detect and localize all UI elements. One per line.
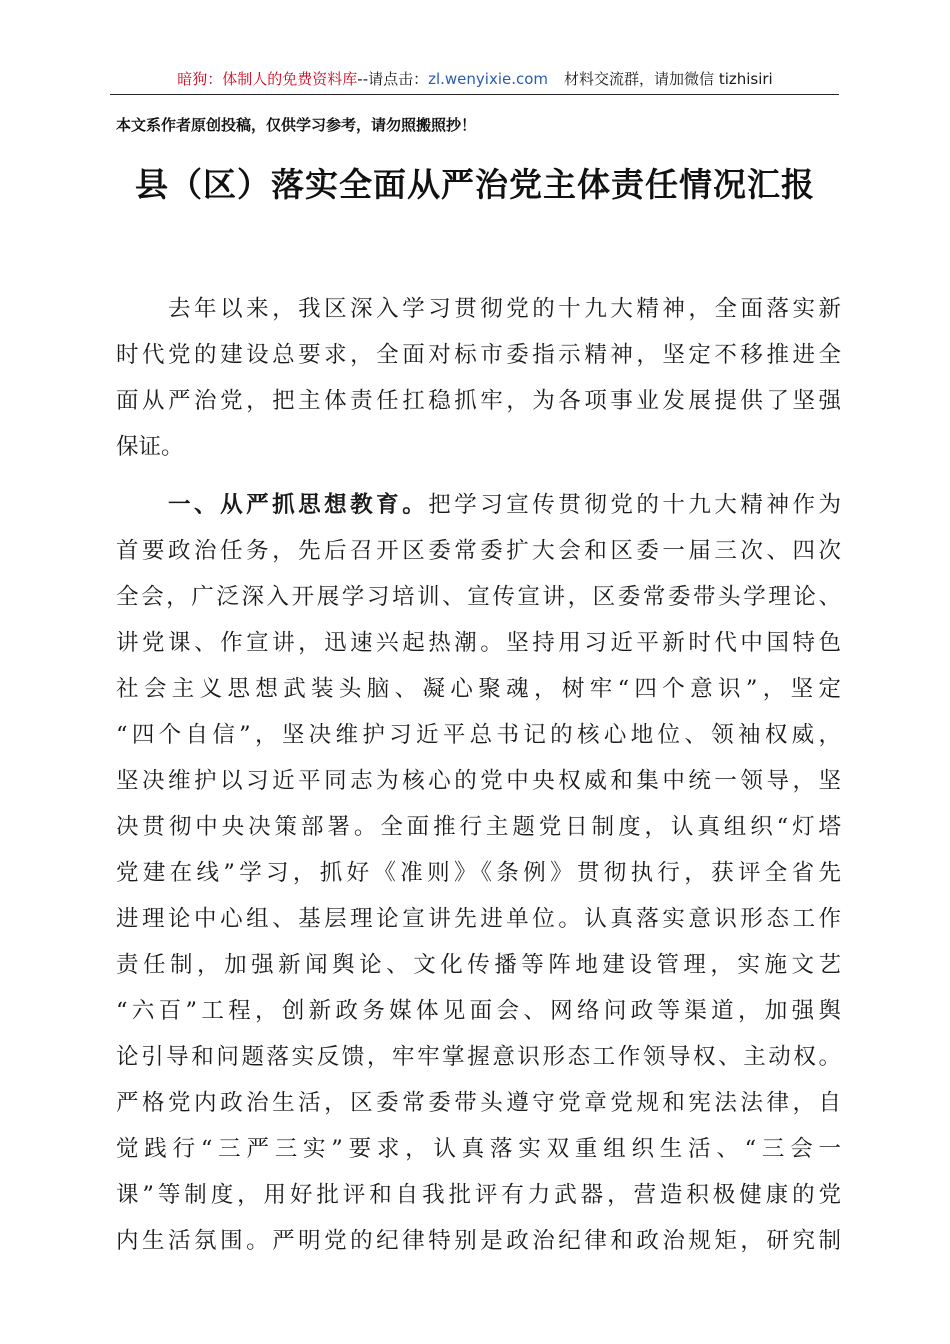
text-line	[116, 482, 841, 528]
text-line: 时代党的建设总要求，全面对标市委指示精神，坚定不移推进全	[116, 342, 841, 368]
text-line: 讲党课、作宣讲，迅速兴起热潮。坚持用习近平新时代中国特色	[116, 630, 841, 656]
text-line: 决贯彻中央决策部署。全面推行主题党日制度，认真组织“灯塔	[116, 814, 841, 840]
section-heading: 一、从严抓思想教育。	[116, 492, 429, 518]
text-line: 全会，广泛深入开展学习培训、宣传宣讲，区委常委带头学理论、	[116, 584, 841, 610]
text-line: 去年以来，我区深入学习贯彻党的十九大精神，全面落实新	[116, 296, 841, 322]
document-title: 县（区）落实全面从严治党主体责任情况汇报	[135, 165, 815, 204]
text-line: 保证。	[116, 434, 184, 460]
text-line: 党建在线”学习，抓好《准则》《条例》贯彻执行，获评全省先	[116, 860, 841, 886]
text-line: 社会主义思想武装头脑、凝心聚魂，树牢“四个意识”，坚定	[116, 676, 841, 702]
text-line: 坚决维护以习近平同志为核心的党中央权威和集中统一领导，坚	[116, 768, 841, 794]
text-line: 责任制，加强新闻舆论、文化传播等阵地建设管理，实施文艺	[116, 952, 841, 978]
text-line: 进理论中心组、基层理论宣讲先进单位。认真落实意识形态工作	[116, 906, 841, 932]
paragraph-section-1	[116, 482, 841, 1264]
paragraph-intro	[116, 286, 841, 470]
text-line: 严格党内政治生活，区委常委带头遵守党章党规和宪法法律，自	[116, 1090, 841, 1116]
text-line: 面从严治党，把主体责任扛稳抓牢，为各项事业发展提供了坚强	[116, 388, 841, 414]
header-click-prompt: --请点击：	[357, 70, 429, 88]
header-site-label: 暗狗：体制人的免费资料库	[177, 70, 358, 88]
copyright-notice: 本文系作者原创投稿，仅供学习参考，请勿照搬照抄！	[116, 116, 477, 134]
header-divider	[110, 94, 839, 95]
header-group-text: 材料交流群，请加微信 tizhisiri	[564, 70, 773, 88]
section-text: 把学习宣传贯彻党的十九大精神作为	[428, 492, 841, 518]
text-line: 内生活氛围。严明党的纪律特别是政治纪律和政治规矩，研究制	[116, 1228, 841, 1254]
header-url-link[interactable]: zl.wenyixie.com	[428, 70, 549, 88]
text-line: “四个自信”，坚决维护习近平总书记的核心地位、领袖权威，	[116, 722, 841, 748]
header-bar	[112, 66, 838, 92]
text-line: “六百”工程，创新政务媒体见面会、网络问政等渠道，加强舆	[116, 998, 841, 1024]
text-line: 课”等制度，用好批评和自我批评有力武器，营造积极健康的党	[116, 1182, 841, 1208]
text-line: 论引导和问题落实反馈，牢牢掌握意识形态工作领导权、主动权。	[116, 1044, 841, 1070]
text-line: 觉践行“三严三实”要求，认真落实双重组织生活、“三会一	[116, 1136, 841, 1162]
text-line: 首要政治任务，先后召开区委常委扩大会和区委一届三次、四次	[116, 538, 841, 564]
